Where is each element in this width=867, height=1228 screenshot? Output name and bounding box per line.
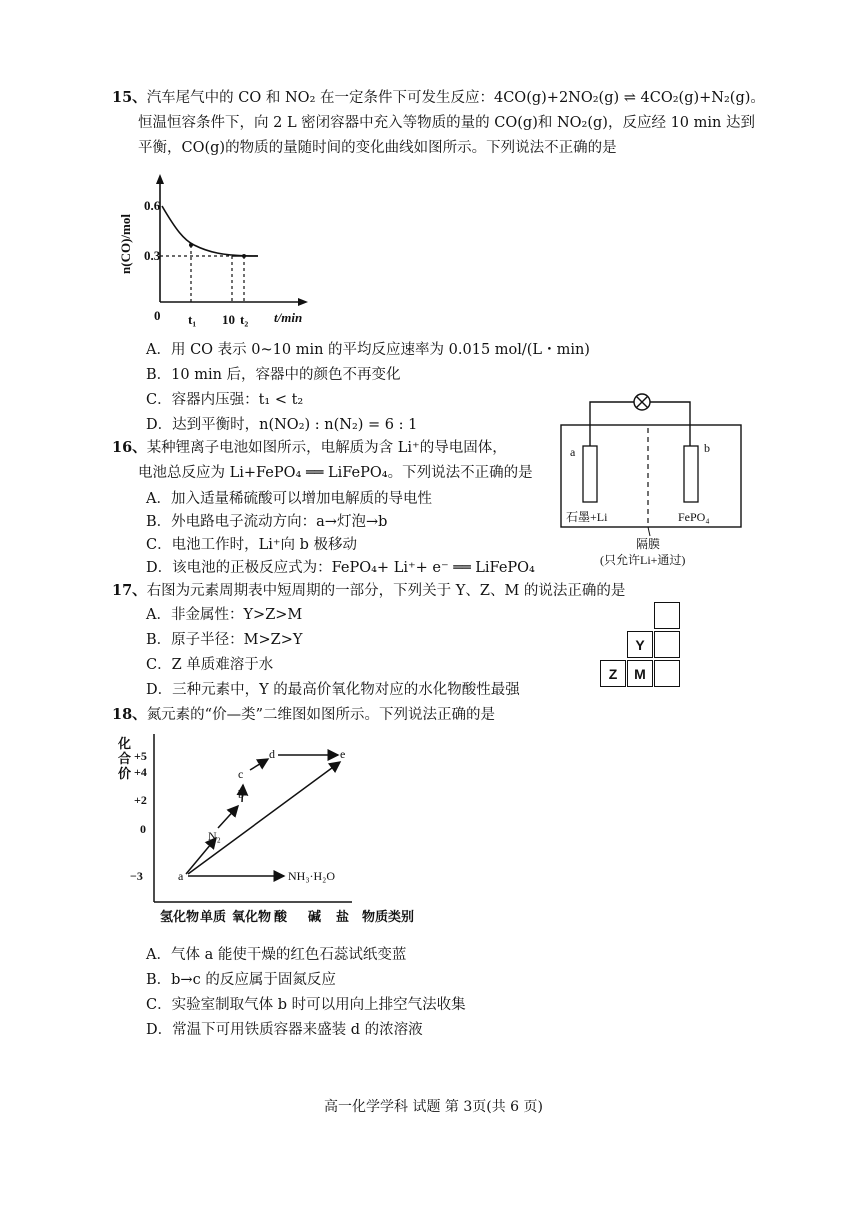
q16-number: 16、 — [112, 439, 147, 456]
arrow-a-to-e — [188, 762, 340, 874]
co-curve — [162, 206, 258, 256]
q18-valence-class-diagram — [112, 730, 422, 930]
q15-xtick-10: 10 — [222, 312, 235, 327]
point-e: e — [340, 747, 346, 761]
q18-option-a: A．气体 a 能使干燥的红色石蕊试纸变蓝 — [146, 947, 407, 963]
q15-option-d: D．达到平衡时，n(NO₂) : n(N₂) = 6 : 1 — [146, 417, 418, 433]
label-nh3h2o: NH₃·H₂O — [288, 869, 336, 883]
y-label-1: 化 — [118, 736, 132, 751]
q15-ylabel: n(CO)/mol — [118, 214, 133, 274]
page-footer: 高一化学学科 试题 第 3页(共 6 页) — [324, 1099, 543, 1115]
xcat-base: 碱 — [308, 909, 322, 924]
q16-stem-1: 某种锂离子电池如图所示，电解质为含 Li⁺的导电固体， — [146, 440, 507, 456]
q16-option-a: A．加入适量稀硫酸可以增加电解质的导电性 — [146, 491, 432, 507]
ytick-minus3: −3 — [130, 869, 143, 883]
y-label-2: 合 — [118, 751, 132, 766]
q17-periodic-table-fragment — [600, 602, 684, 690]
q15-number: 15、 — [112, 89, 147, 106]
electrode-a — [583, 446, 597, 502]
ytick-0: 0 — [140, 822, 146, 836]
label-membrane: 隔膜 — [636, 537, 661, 551]
q16-option-b: B．外电路电子流动方向：a→灯泡→b — [146, 514, 388, 530]
point-b: b — [238, 787, 244, 801]
x-axis-label: 物质类别 — [362, 909, 415, 924]
label-b: b — [704, 441, 710, 455]
arrow-n2-to-b — [218, 806, 238, 828]
xcat-salt: 盐 — [336, 909, 350, 924]
label-fepo4: FePO₄ — [678, 510, 710, 524]
q17-option-c: C．Z 单质难溶于水 — [146, 657, 274, 673]
cell-empty-top — [654, 602, 680, 629]
label-n2: N₂ — [208, 829, 221, 843]
q16-line1 — [112, 438, 507, 458]
q15-xtick-0: 0 — [154, 308, 161, 323]
q18-option-d: D．常温下可用铁质容器来盛装 d 的浓溶液 — [146, 1022, 423, 1038]
q15-option-c: C．容器内压强：t₁ < t₂ — [146, 392, 304, 408]
q16-stem-2: 电池总反应为 Li+FePO₄ ══ LiFePO₄。下列说法不正确的是 — [138, 465, 533, 481]
q17-number: 17、 — [112, 582, 147, 599]
q15-co-time-graph — [118, 172, 318, 332]
q17-stem-1: 右图为元素周期表中短周期的一部分，下列关于 Y、Z、M 的说法正确的是 — [146, 583, 626, 599]
xcat-acid: 酸 — [274, 909, 288, 924]
point-d: d — [269, 747, 275, 761]
xcat-element: 单质 — [200, 909, 227, 924]
q15-stem-2: 恒温恒容条件下，向 2 L 密闭容器中充入等物质的量的 CO(g)和 NO₂(g)，反应经 10 min 达到 — [138, 115, 755, 131]
q17-option-d: D．三种元素中，Y 的最高价氧化物对应的水化物酸性最强 — [146, 682, 520, 698]
label-graphite-li: 石墨+Li — [566, 510, 608, 524]
xcat-oxide: 氧化物 — [232, 909, 272, 924]
q15-ytick-0.3: 0.3 — [144, 248, 161, 263]
point-c: c — [238, 767, 244, 781]
q15-stem-3: 平衡，CO(g)的物质的量随时间的变化曲线如图所示。下列说法不正确的是 — [138, 140, 617, 156]
q15-xtick-t1: t₁ — [188, 312, 197, 327]
cell-m: M — [627, 660, 653, 687]
q15-ytick-0.6: 0.6 — [144, 198, 161, 213]
y-label-3: 价 — [118, 766, 132, 781]
q15-stem-1: 汽车尾气中的 CO 和 NO₂ 在一定条件下可发生反应：4CO(g)+2NO₂(g) ⇌ 4CO₂(g)+N₂(g)。 — [146, 90, 765, 106]
cell-z: Z — [600, 660, 626, 687]
q16-option-c: C．电池工作时，Li⁺向 b 极移动 — [146, 537, 358, 553]
cell-empty-mid — [654, 631, 680, 658]
label-membrane-note: (只允许Li+通过) — [600, 553, 686, 567]
q18-option-c: C．实验室制取气体 b 时可以用向上排空气法收集 — [146, 997, 466, 1013]
lamp-icon — [634, 394, 650, 410]
label-a: a — [570, 445, 576, 459]
q16-battery-figure — [560, 390, 745, 570]
ytick-plus4: +4 — [134, 765, 147, 779]
q17-option-b: B．原子半径：M>Z>Y — [146, 632, 303, 648]
cell-y: Y — [627, 631, 653, 658]
q16-option-d: D．该电池的正极反应式为：FePO₄+ Li⁺+ e⁻ ══ LiFePO₄ — [146, 560, 535, 576]
q15-option-b: B．10 min 后，容器中的颜色不再变化 — [146, 367, 401, 383]
q15-xlabel: t/min — [274, 310, 303, 325]
q15-option-a: A．用 CO 表示 0~10 min 的平均反应速率为 0.015 mol/(L・min) — [146, 342, 590, 358]
q18-number: 18、 — [112, 706, 147, 723]
point-a: a — [178, 869, 184, 883]
q15-xtick-t2: t₂ — [240, 312, 249, 327]
arrow-c-to-d — [250, 759, 268, 770]
q17-option-a: A．非金属性：Y>Z>M — [146, 607, 303, 623]
q18-line1 — [112, 705, 495, 725]
cell-empty-bottom — [654, 660, 680, 687]
q18-option-b: B．b→c 的反应属于固氮反应 — [146, 972, 336, 988]
ytick-plus5: +5 — [134, 749, 147, 763]
q15-line1 — [112, 88, 765, 108]
q17-line1 — [112, 581, 625, 601]
xcat-hydride: 氢化物 — [160, 909, 200, 924]
electrode-b — [684, 446, 698, 502]
ytick-plus2: +2 — [134, 793, 147, 807]
q18-stem-1: 氮元素的“价—类”二维图如图所示。下列说法正确的是 — [146, 707, 496, 723]
